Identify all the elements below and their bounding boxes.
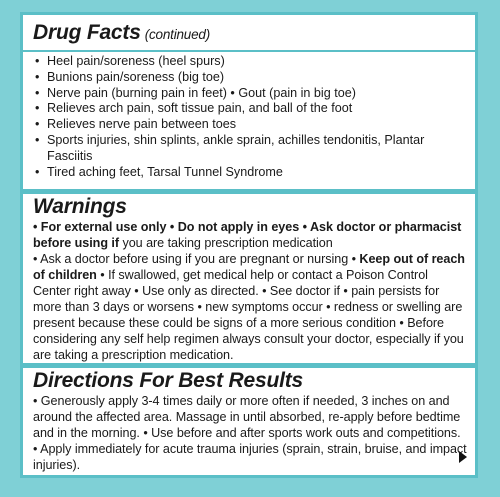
uses-item: • Heel pain/soreness (heel spurs): [35, 54, 225, 68]
warnings-bold-b: Keep out of reach of children: [33, 252, 465, 282]
directions-section: [23, 369, 475, 473]
warnings-bold-a: • For external use only • Do not apply in eyes • Ask doctor or pharmacist before using if: [33, 220, 462, 250]
warnings-text: [33, 219, 467, 363]
bullet-icon: •: [35, 101, 40, 116]
bullet-icon: •: [35, 69, 40, 84]
bullet-icon: •: [35, 117, 40, 132]
bullet-icon: •: [35, 54, 40, 68]
warnings-title: Warnings: [33, 195, 127, 218]
directions-title: Directions For Best Results: [33, 369, 303, 392]
heading-rule: [23, 50, 475, 52]
drug-facts-title: Drug Facts: [33, 21, 141, 44]
bullet-icon: •: [35, 85, 40, 100]
uses-item: • Bunions pain/soreness (big toe): [35, 69, 225, 84]
section-divider: [23, 363, 475, 368]
directions-text: • Generously apply 3-4 times daily or more often if needed, 3 inches on and around the affected area. Massage in until absorbed, re-apply before bedtime and in the morning. • Use before and after sports work outs and competitions. • Apply immediately for acute trauma injuries (sprain, strain, bruise, and impact injuries).: [33, 394, 467, 472]
bullet-icon: •: [35, 132, 40, 147]
continue-arrow-icon: [459, 451, 467, 463]
bullet-icon: •: [35, 164, 40, 179]
section-divider: [23, 189, 475, 194]
warnings-normal-c: • If swallowed, get medical help or contact a Poison Control Center right away • Use only as directed. • See doctor if • pain persists for more than 3 days or worsens • new symptoms occur • redness or swelling are present because these could be signs of a more serious condition • Before considering any self help regimen always consult your doctor, especially if you are taking a prescription medication.: [33, 268, 464, 362]
drug-facts-subtitle: (continued): [144, 27, 211, 42]
uses-item: • Tired aching feet, Tarsal Tunnel Syndrome: [35, 164, 283, 179]
uses-list: [33, 54, 467, 180]
warnings-normal-b: • Ask a doctor before using if you are pregnant or nursing •: [33, 252, 360, 266]
uses-item: • Sports injuries, shin splints, ankle sprain, achilles tendonitis, Plantar Fasciitis: [35, 132, 425, 163]
warnings-normal-a: you are taking prescription medication: [119, 236, 333, 250]
drug-facts-heading: [33, 21, 467, 47]
warnings-section: [23, 195, 475, 363]
uses-item: • Nerve pain (burning pain in feet) • Gout (pain in big toe): [35, 85, 356, 100]
drug-facts-section: [23, 21, 475, 180]
uses-item: • Relieves nerve pain between toes: [35, 117, 237, 132]
uses-item: • Relieves arch pain, soft tissue pain, and ball of the foot: [35, 101, 353, 116]
drug-facts-box: [20, 12, 478, 478]
